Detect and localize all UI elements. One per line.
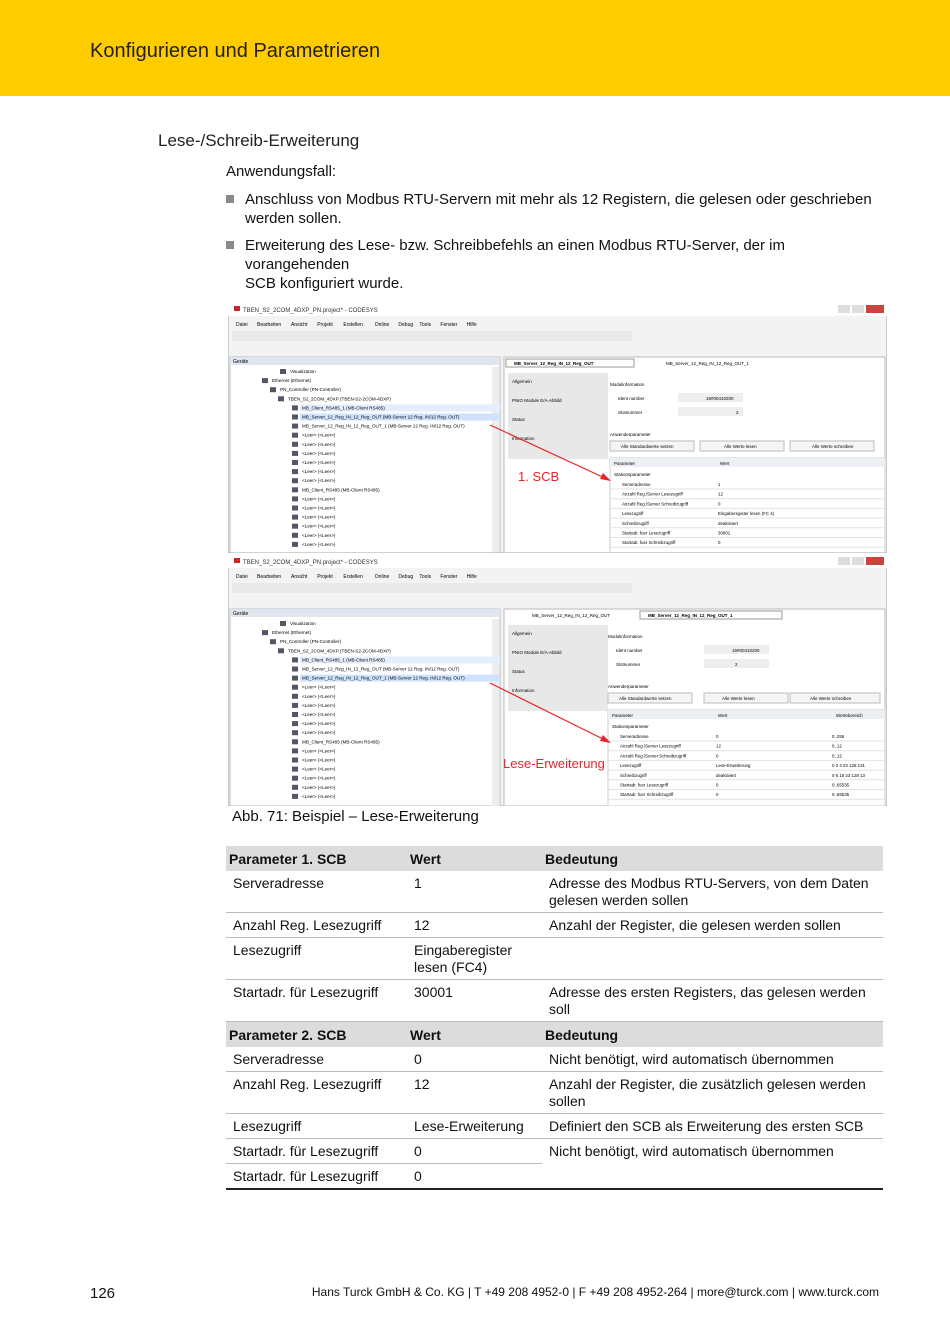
user-params-label: Anwenderparameter xyxy=(610,432,651,437)
tree-item[interactable]: <Leer> (<Leer>) xyxy=(302,721,336,727)
param-value[interactable]: 0 xyxy=(716,792,719,798)
cell-meaning: Adresse des ersten Registers, das gelesen werden soll xyxy=(542,980,883,1022)
tree-item[interactable]: <Leer> (<Leer>) xyxy=(302,450,336,456)
menu-item[interactable]: Ansicht xyxy=(291,574,308,580)
header-meaning: Bedeutung xyxy=(542,1022,883,1047)
device-icon xyxy=(262,378,268,383)
header-value: Wert xyxy=(407,1022,542,1047)
figure-screenshots xyxy=(228,301,887,806)
tree-item[interactable]: PN_Controller (PN-Controller) xyxy=(280,639,342,645)
window-controls xyxy=(838,305,884,313)
cell-value xyxy=(407,938,542,980)
window-title: TBEN_S2_2COM_4DXP_PN.project* - CODESYS xyxy=(243,560,378,566)
tab-label: MB_Server_12_Reg_IN_12_Reg_OUT xyxy=(514,361,594,366)
cell-param: Serveradresse xyxy=(226,871,407,913)
param-range: 0..12 xyxy=(832,743,842,749)
cell-value: 30001 xyxy=(407,980,542,1022)
device-icon xyxy=(292,776,298,781)
tab-label: MB_Server_12_Reg_IN_12_Reg_OUT_1 xyxy=(648,613,733,618)
tree-item[interactable]: <Leer> (<Leer>) xyxy=(302,523,336,529)
param-name: Anzahl Reg./Server Lesezugriff xyxy=(620,743,681,749)
param-range: 0 3 4 23 128 131 xyxy=(832,763,865,769)
param-value[interactable]: 1 xyxy=(718,482,721,487)
list-item-text: Anschluss von Modbus RTU-Servern mit mehr als 12 Registern, die gelesen oder geschrieben xyxy=(245,191,872,208)
use-case-label: Anwendungsfall: xyxy=(226,163,337,180)
device-icon xyxy=(292,694,298,699)
col-range: Wertebereich xyxy=(836,713,863,718)
cell-meaning xyxy=(542,938,883,980)
menu-item[interactable]: Datei xyxy=(236,322,248,328)
menu-item[interactable]: Online xyxy=(374,574,390,580)
minimize-icon[interactable] xyxy=(838,557,850,565)
device-icon xyxy=(262,630,268,635)
use-case-list xyxy=(226,190,886,301)
tree-item[interactable]: MB_Client_RS485 (MB-Client RS485) xyxy=(302,487,380,493)
devices-label: Geräte xyxy=(233,611,249,617)
annotation-scb: 1. SCB xyxy=(518,469,560,484)
tree-item[interactable]: <Leer> (<Leer>) xyxy=(302,496,336,502)
param-name: Serveradresse xyxy=(620,734,649,739)
device-icon xyxy=(292,533,298,538)
left-tab[interactable]: Allgemein xyxy=(512,379,532,384)
left-tab[interactable]: PNIO Module E/A-Abbild xyxy=(512,650,562,655)
col-param: Parameter xyxy=(612,713,634,718)
tree-item[interactable]: PN_Controller (PN-Controller) xyxy=(280,387,342,393)
figure-caption: Abb. 71: Beispiel – Lese-Erweiterung xyxy=(232,808,479,825)
tree-item[interactable]: Visualization xyxy=(290,369,316,374)
col-value: Wert xyxy=(718,713,728,718)
tree-item[interactable]: Ethernet (Ethernet) xyxy=(272,630,312,636)
table-row xyxy=(226,1138,883,1163)
user-params-label: Anwenderparameter xyxy=(608,684,649,689)
header-param: Parameter 2. SCB xyxy=(226,1022,407,1047)
param-value[interactable]: Eingaberegister lesen (FC 4) xyxy=(718,511,775,517)
tree-item[interactable]: <Leer> (<Leer>) xyxy=(302,432,336,438)
param-name: Anzahl Reg./Server Schreibzugriff xyxy=(620,753,687,759)
param-grid-header xyxy=(610,458,885,467)
station-params-label: Stationsparameter xyxy=(612,724,649,729)
tree-item[interactable]: <Leer> (<Leer>) xyxy=(302,693,336,699)
codesys-screenshots xyxy=(228,301,887,806)
tree-item[interactable]: TBEN_S2_2COM_4DXP (TBEN-S2-2COM-4DXP) xyxy=(288,648,391,654)
device-icon xyxy=(292,730,298,735)
device-icon xyxy=(292,676,298,681)
param-name: Startadr. fuer Lesezugriff xyxy=(620,782,668,788)
tab-label: MB_Server_12_Reg_IN_12_Reg_OUT_1 xyxy=(666,361,750,366)
footer-contact: Hans Turck GmbH & Co. KG | T +49 208 4952-0 | F +49 208 4952-264 | more@turck.com | www.turck.com xyxy=(311,1285,879,1299)
col-value: Wert xyxy=(720,461,730,466)
param-value[interactable]: 0 xyxy=(716,782,719,788)
device-icon xyxy=(292,451,298,456)
module-info-label: Modulinformation xyxy=(608,634,643,639)
window-controls xyxy=(838,557,884,565)
cell-text: Eingaberegister xyxy=(414,942,513,958)
screenshot-1 xyxy=(228,301,887,553)
ident-value: 16#00410200 xyxy=(732,648,760,653)
left-tab[interactable]: Allgemein xyxy=(512,631,532,636)
tree-item[interactable]: <Leer> (<Leer>) xyxy=(302,469,336,475)
device-icon xyxy=(292,657,298,662)
parameter-table xyxy=(226,846,883,1190)
param-range: 0..255 xyxy=(832,734,845,739)
cell-meaning: Anzahl der Register, die gelesen werden sollen xyxy=(542,913,883,938)
tree-item[interactable]: <Leer> (<Leer>) xyxy=(302,730,336,736)
menu-item[interactable]: Projekt xyxy=(317,322,333,328)
device-icon xyxy=(292,469,298,474)
param-range: 0..12 xyxy=(832,753,842,759)
tree-item[interactable]: <Leer> (<Leer>) xyxy=(302,766,336,772)
bullet-square-icon xyxy=(226,241,234,249)
button-label: Alle Werte lesen xyxy=(724,444,757,449)
menu-item[interactable]: Erstellen xyxy=(343,574,363,580)
param-name: Lesezugriff xyxy=(622,511,644,517)
maximize-icon[interactable] xyxy=(852,305,864,313)
device-icon xyxy=(278,396,284,401)
close-icon[interactable] xyxy=(866,557,884,565)
param-value[interactable]: 30001 xyxy=(718,530,731,536)
maximize-icon[interactable] xyxy=(852,557,864,565)
tree-item[interactable]: <Leer> (<Leer>) xyxy=(302,505,336,511)
cell-param: Serveradresse xyxy=(226,1047,407,1072)
cell-meaning xyxy=(542,1071,883,1113)
param-range: 0..65535 xyxy=(832,782,850,788)
tree-item[interactable]: MB_Server_12_Reg_IN_12_Reg_OUT (MB-Server 12 Reg. IN/12 Reg. OUT) xyxy=(302,414,460,420)
cell-param: Lesezugriff xyxy=(226,938,407,980)
list-item-text: Erweiterung des Lese- bzw. Schreibbefehls an einen Modbus RTU-Server, der im vorangehenden xyxy=(245,237,785,273)
window-title: TBEN_S2_2COM_4DXP_PN.project* - CODESYS xyxy=(243,308,378,314)
device-icon xyxy=(292,667,298,672)
left-tab[interactable]: PNIO Module E/A-Abbild xyxy=(512,398,562,403)
tree-item[interactable]: <Leer> (<Leer>) xyxy=(302,702,336,708)
cell-param: Startadr. für Lesezugriff xyxy=(226,1138,407,1163)
scrollbar[interactable] xyxy=(492,367,499,553)
tab-label: MB_Server_12_Reg_IN_12_Reg_OUT xyxy=(532,613,611,618)
cell-meaning: Nicht benötigt, wird automatisch übernommen xyxy=(542,1138,883,1189)
button-label: Alle Standardwerte setzen xyxy=(619,696,672,701)
menu-item[interactable]: Tools xyxy=(419,322,432,328)
device-icon xyxy=(292,542,298,547)
slot-value: 2 xyxy=(735,662,738,667)
tree-item[interactable]: MB_Server_12_Reg_IN_12_Reg_OUT_1 (MB-Server 12 Reg. IN/12 Reg. OUT) xyxy=(302,675,465,681)
tree-item[interactable]: <Leer> (<Leer>) xyxy=(302,541,336,547)
toolbar xyxy=(232,583,632,593)
devices-panel xyxy=(230,357,500,553)
param-value[interactable]: 0 xyxy=(716,734,719,739)
slot-label: Slotnummer xyxy=(618,410,643,415)
table-row xyxy=(226,980,883,1022)
menu-bar xyxy=(236,574,477,580)
cell-text: gelesen werden sollen xyxy=(549,892,689,908)
left-tab-strip xyxy=(508,373,608,459)
section-title: Lese-/Schreib-Erweiterung xyxy=(158,131,360,150)
tree-item[interactable]: <Leer> (<Leer>) xyxy=(302,793,336,799)
device-icon xyxy=(292,478,298,483)
param-range: 0..65535 xyxy=(832,792,850,798)
param-name: Schreibzugriff xyxy=(622,520,649,526)
tree-item[interactable]: MB_Client_RS485_1 (MB-Client RS485) xyxy=(302,657,385,663)
param-value[interactable]: 12 xyxy=(716,743,721,749)
devices-label: Geräte xyxy=(233,359,249,365)
device-icon xyxy=(292,785,298,790)
table-row xyxy=(226,1113,883,1138)
left-tab[interactable]: Information xyxy=(512,436,535,441)
device-icon xyxy=(292,685,298,690)
list-item xyxy=(226,236,886,293)
cell-value: 0 xyxy=(407,1047,542,1072)
menu-bar xyxy=(236,322,477,328)
table-row xyxy=(226,1071,883,1113)
table-row xyxy=(226,871,883,913)
module-info-label: Modulinformation xyxy=(610,382,645,387)
station-params-label: Stationsparameter xyxy=(614,472,651,477)
button-label: Alle Werte lesen xyxy=(722,696,755,701)
menu-item[interactable]: Online xyxy=(374,322,390,328)
cell-param: Anzahl Reg. Lesezugriff xyxy=(226,913,407,938)
toolbar xyxy=(232,331,632,341)
device-icon xyxy=(270,387,276,392)
ident-value: 16#00410200 xyxy=(706,396,734,401)
cell-meaning: Nicht benötigt, wird automatisch übernommen xyxy=(542,1047,883,1072)
menu-item[interactable]: Erstellen xyxy=(343,322,363,328)
cell-text: Adresse des Modbus RTU-Servers, von dem Daten xyxy=(549,875,869,891)
param-range: 0 6 16 23 128 13 xyxy=(832,772,865,778)
cell-value: 1 xyxy=(407,871,542,913)
device-icon xyxy=(292,515,298,520)
device-icon xyxy=(292,442,298,447)
cell-param: Startadr. für Lesezugriff xyxy=(226,1163,407,1189)
menu-item[interactable]: Fenster xyxy=(440,574,458,580)
param-value[interactable]: 0 xyxy=(718,501,721,507)
list-item-text: SCB konfiguriert wurde. xyxy=(245,275,404,292)
ident-label: Ident number xyxy=(618,396,645,401)
col-param: Parameter xyxy=(614,461,636,466)
cell-value: 0 xyxy=(407,1163,542,1189)
page-number: 126 xyxy=(90,1285,116,1302)
device-icon xyxy=(292,496,298,501)
device-icon xyxy=(292,487,298,492)
tree-item[interactable]: <Leer> (<Leer>) xyxy=(302,532,336,538)
chapter-title: Konfigurieren und Parametrieren xyxy=(90,40,381,62)
device-icon xyxy=(292,712,298,717)
menu-item[interactable]: Hilfe xyxy=(466,322,477,328)
param-name: Lesezugriff xyxy=(620,763,642,769)
annotation-extension: Lese-Erweiterung xyxy=(503,756,605,771)
menu-item[interactable]: Bearbeiten xyxy=(257,574,282,580)
tree-item[interactable]: MB_Client_RS485_1 (MB-Client RS485) xyxy=(302,405,385,411)
minimize-icon[interactable] xyxy=(838,305,850,313)
param-value[interactable]: Lese-Erweiterung xyxy=(716,763,751,769)
button-label: Alle Werte schreiben xyxy=(812,444,854,449)
param-name: Anzahl Reg./Server Schreibzugriff xyxy=(622,501,689,507)
menu-item[interactable]: Ansicht xyxy=(291,322,308,328)
list-item xyxy=(226,190,886,228)
device-icon xyxy=(292,758,298,763)
cell-param: Anzahl Reg. Lesezugriff xyxy=(226,1071,407,1113)
scrollbar[interactable] xyxy=(492,619,499,806)
tree-item[interactable]: <Leer> (<Leer>) xyxy=(302,441,336,447)
device-icon xyxy=(280,621,286,626)
tree-item[interactable]: <Leer> (<Leer>) xyxy=(302,775,336,781)
cell-param: Lesezugriff xyxy=(226,1113,407,1138)
param-value[interactable]: 0 xyxy=(718,540,721,546)
tree-item[interactable]: <Leer> (<Leer>) xyxy=(302,784,336,790)
device-icon xyxy=(292,739,298,744)
header-value: Wert xyxy=(407,846,542,871)
button-label: Alle Werte schreiben xyxy=(810,696,852,701)
slot-label: Slotnummer xyxy=(616,662,641,667)
param-value[interactable]: 12 xyxy=(718,491,723,497)
list-item-text: werden sollen. xyxy=(245,210,342,227)
param-name: Startadr. fuer Schreibzugriff xyxy=(622,540,676,546)
table-header xyxy=(226,846,883,871)
tree-item[interactable]: Visualization xyxy=(290,621,316,626)
tree-item[interactable]: <Leer> (<Leer>) xyxy=(302,514,336,520)
left-tab[interactable]: Information xyxy=(512,688,535,693)
device-icon xyxy=(292,721,298,726)
device-icon xyxy=(292,748,298,753)
header-param: Parameter 1. SCB xyxy=(226,846,407,871)
device-icon xyxy=(292,703,298,708)
devices-panel xyxy=(230,609,500,806)
devices-panel-header xyxy=(230,357,500,365)
device-icon xyxy=(270,639,276,644)
ident-label: Ident number xyxy=(616,648,643,653)
param-value[interactable]: deaktiviert xyxy=(716,772,737,778)
cell-value: 0 xyxy=(407,1138,542,1163)
cell-value: 12 xyxy=(407,913,542,938)
cell-value: 12 xyxy=(407,1071,542,1113)
cell-text: lesen (FC4) xyxy=(414,959,488,975)
menu-item[interactable]: Tools xyxy=(419,574,432,580)
tree-item[interactable]: TBEN_S2_2COM_4DXP (TBEN-S2-2COM-4DXP) xyxy=(288,396,391,402)
app-icon xyxy=(234,558,240,563)
menu-item[interactable]: Datei xyxy=(236,574,248,580)
cell-text: sollen xyxy=(549,1092,586,1109)
cell-param: Startadr. für Lesezugriff xyxy=(226,980,407,1022)
tree-item[interactable]: <Leer> (<Leer>) xyxy=(302,757,336,763)
table-header xyxy=(226,1022,883,1047)
cell-text: Anzahl der Register, die zusätzlich gelesen werden xyxy=(549,1075,866,1092)
device-icon xyxy=(292,506,298,511)
tree-item[interactable]: <Leer> (<Leer>) xyxy=(302,478,336,484)
button-label: Alle Standardwerte setzen xyxy=(621,444,674,449)
device-icon xyxy=(292,415,298,420)
tree-item[interactable]: MB_Server_12_Reg_IN_12_Reg_OUT_1 (MB-Server 12 Reg. IN/12 Reg. OUT) xyxy=(302,423,465,429)
param-name: Serveradresse xyxy=(622,482,651,487)
header-meaning: Bedeutung xyxy=(542,846,883,871)
menu-item[interactable]: Hilfe xyxy=(466,574,477,580)
cell-meaning: Definiert den SCB als Erweiterung des ersten SCB xyxy=(542,1113,883,1138)
left-tab-strip xyxy=(508,625,608,711)
device-icon xyxy=(292,460,298,465)
device-icon xyxy=(280,369,286,374)
device-icon xyxy=(292,767,298,772)
app-icon xyxy=(234,306,240,311)
table-row xyxy=(226,1047,883,1072)
param-name: Schreibzugriff xyxy=(620,772,647,778)
device-icon xyxy=(292,794,298,799)
table-row xyxy=(226,938,883,980)
device-icon xyxy=(278,648,284,653)
slot-value: 2 xyxy=(736,410,739,415)
param-name: Startadr. fuer Schreibzugriff xyxy=(620,792,674,798)
tree-item[interactable]: Ethernet (Ethernet) xyxy=(272,378,312,384)
table-row xyxy=(226,913,883,938)
tree-item[interactable]: MB_Client_RS485 (MB-Client RS485) xyxy=(302,739,380,745)
menu-item[interactable]: Bearbeiten xyxy=(257,322,282,328)
cell-value: Lese-Erweiterung xyxy=(407,1113,542,1138)
param-name: Anzahl Reg./Server Lesezugriff xyxy=(622,491,683,497)
bullet-square-icon xyxy=(226,195,234,203)
device-icon xyxy=(292,424,298,429)
device-icon xyxy=(292,524,298,529)
menu-item[interactable]: Projekt xyxy=(317,574,333,580)
menu-item[interactable]: Debug xyxy=(398,322,414,328)
param-name: Startadr. fuer Lesezugriff xyxy=(622,530,670,536)
tree-item[interactable]: <Leer> (<Leer>) xyxy=(302,684,336,690)
close-icon[interactable] xyxy=(866,305,884,313)
left-tab[interactable]: Status xyxy=(512,669,525,674)
tree-item[interactable]: <Leer> (<Leer>) xyxy=(302,712,336,717)
tree-item[interactable]: <Leer> (<Leer>) xyxy=(302,748,336,754)
slot-field xyxy=(678,407,743,416)
device-icon xyxy=(292,405,298,410)
menu-item[interactable]: Fenster xyxy=(440,322,458,328)
device-icon xyxy=(292,433,298,438)
cell-meaning xyxy=(542,871,883,913)
tree-item[interactable]: MB_Server_12_Reg_IN_12_Reg_OUT (MB-Server 12 Reg. IN/12 Reg. OUT) xyxy=(302,666,460,672)
tree-item[interactable]: <Leer> (<Leer>) xyxy=(302,460,336,465)
param-value[interactable]: deaktiviert xyxy=(718,520,739,526)
left-tab[interactable]: Status xyxy=(512,417,525,422)
param-value[interactable]: 0 xyxy=(716,753,719,759)
devices-panel-header xyxy=(230,609,500,617)
menu-item[interactable]: Debug xyxy=(398,574,414,580)
